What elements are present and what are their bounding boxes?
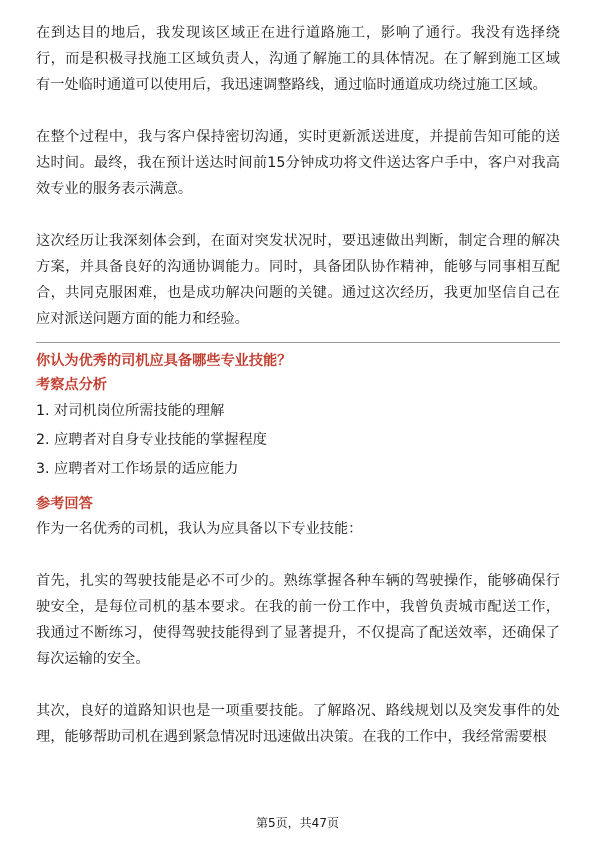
paragraph-communication: 在整个过程中，我与客户保持密切沟通，实时更新派送进度，并提前告知可能的送达时间。最终，我在预计送达时间前15分钟成功将文件送达客户手中，客户对我高效专业的服务表示满意。 [36, 129, 560, 197]
list-item: 3. 应聘者对工作场景的适应能力 [36, 461, 239, 477]
paragraph-reflection: 这次经历让我深刻体会到，在面对突发状况时，要迅速做出判断，制定合理的解决方案，并具备良好的沟通协调能力。同时，具备团队协作精神，能够与同事相互配合，共同克服困难，也是成功解决问题的关键。通过这次经历，我更加坚信自己在应对派送问题方面的能力和经验。 [36, 233, 560, 327]
paragraph-road-knowledge: 其次，良好的道路知识也是一项重要技能。了解路况、路线规划以及突发事件的处理，能够帮助司机在遇到紧急情况时迅速做出决策。在我的工作中，我经常需要根 [36, 703, 560, 745]
section-divider [36, 342, 560, 343]
analysis-list [36, 397, 560, 484]
reference-intro: 作为一名优秀的司机，我认为应具备以下专业技能： [36, 521, 363, 537]
paragraph-driving-skill: 首先，扎实的驾驶技能是必不可少的。熟练掌握各种车辆的驾驶操作，能够确保行驶安全，是每位司机的基本要求。在我的前一份工作中，我曾负责城市配送工作，我通过不断练习，使得驾驶技能得到了显著提升，不仅提高了配送效率，还确保了每次运输的安全。 [36, 573, 560, 667]
page-number: 第5页，共47页 [256, 816, 339, 830]
list-item: 1. 对司机岗位所需技能的理解 [36, 403, 225, 419]
list-item: 2. 应聘者对自身专业技能的掌握程度 [36, 432, 267, 448]
page-content [36, 20, 560, 750]
paragraph-detour: 在到达目的地后，我发现该区域正在进行道路施工，影响了通行。我没有选择绕行，而是积极寻找施工区域负责人，沟通了解施工的具体情况。在了解到施工区域有一处临时通道可以使用后，我迅速调整路线，通过临时通道成功绕过施工区域。 [36, 25, 560, 93]
question-heading: 你认为优秀的司机应具备哪些专业技能？ [36, 353, 292, 369]
analysis-heading: 考察点分析 [36, 377, 107, 393]
reference-heading: 参考回答 [36, 496, 93, 512]
